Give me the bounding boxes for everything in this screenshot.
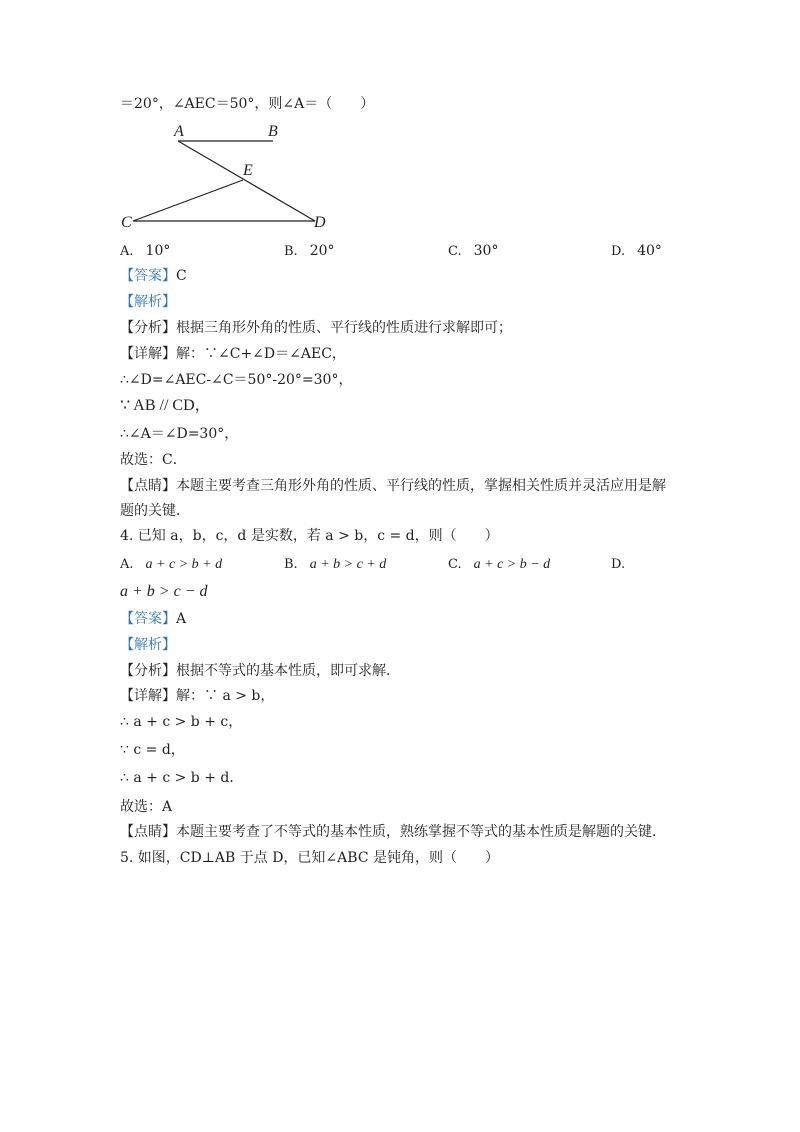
q4-jiexi-heading: 【解析】 — [120, 637, 176, 653]
q3-xiangjie: 【详解】解：∵∠C+∠D＝∠AEC， — [120, 346, 346, 362]
q3-jiexi-heading: 【解析】 — [120, 294, 176, 310]
point-label-c: C — [121, 214, 132, 230]
q4-fenxi: 【分析】根据不等式的基本性质，即可求解． — [120, 663, 400, 679]
q4-stem: 4. 已知 a，b，c，d 是实数，若 a > b，c = d，则（ ） — [120, 528, 499, 544]
q4-choose: 故选：A — [120, 799, 173, 815]
q3-geometry-figure — [115, 120, 335, 230]
q3-step-2: ∵ AB // CD， — [120, 397, 211, 414]
point-label-e: E — [243, 162, 253, 179]
q3-option-a: A. 10° — [120, 243, 171, 259]
point-label-a: A — [174, 123, 184, 140]
q3-option-d: D. 40° — [611, 243, 662, 259]
q3-answer: 【答案】C — [120, 268, 187, 284]
q4-option-d-value: a + b > c − d — [120, 583, 208, 600]
q5-stem: 5. 如图，CD⊥AB 于点 D，已知∠ABC 是钝角，则（ ） — [120, 850, 499, 866]
q3-step-3: ∴∠A＝∠D=30°， — [120, 426, 239, 442]
q4-xiangjie: 【详解】解：∵ a > b， — [120, 688, 275, 704]
q4-option-c: C. a + c > b − d — [448, 557, 551, 572]
q4-option-b: B. a + b > c + d — [284, 557, 387, 572]
q3-option-b: B. 20° — [284, 243, 335, 259]
q4-option-d-letter: D. — [611, 557, 626, 572]
q3-fenxi: 【分析】根据三角形外角的性质、平行线的性质进行求解即可； — [120, 320, 512, 336]
q3-dianjing-line-2: 题的关键． — [120, 503, 190, 519]
q4-dianjing: 【点睛】本题主要考查了不等式的基本性质，熟练掌握不等式的基本性质是解题的关键． — [120, 824, 666, 840]
q4-answer: 【答案】A — [120, 611, 187, 627]
q3-step-1: ∴∠D=∠AEC-∠C＝50°-20°=30°， — [120, 372, 353, 388]
point-label-d: D — [314, 214, 326, 230]
q3-option-c: C. 30° — [448, 243, 499, 259]
point-label-b: B — [268, 123, 278, 140]
q4-step-3: ∴ a + c > b + d． — [120, 770, 244, 786]
q3-stem-tail: ＝20°，∠AEC＝50°，则∠A＝（ ） — [120, 96, 375, 112]
q4-option-a: A. a + c > b + d — [120, 557, 223, 572]
q3-choose: 故选：C． — [120, 452, 187, 468]
q3-dianjing-line-1: 【点睛】本题主要考查三角形外角的性质、平行线的性质，掌握相关性质并灵活应用是解 — [120, 478, 666, 494]
q4-step-1: ∴ a + c > b + c， — [120, 714, 243, 730]
q4-step-2: ∵ c = d， — [120, 742, 185, 758]
